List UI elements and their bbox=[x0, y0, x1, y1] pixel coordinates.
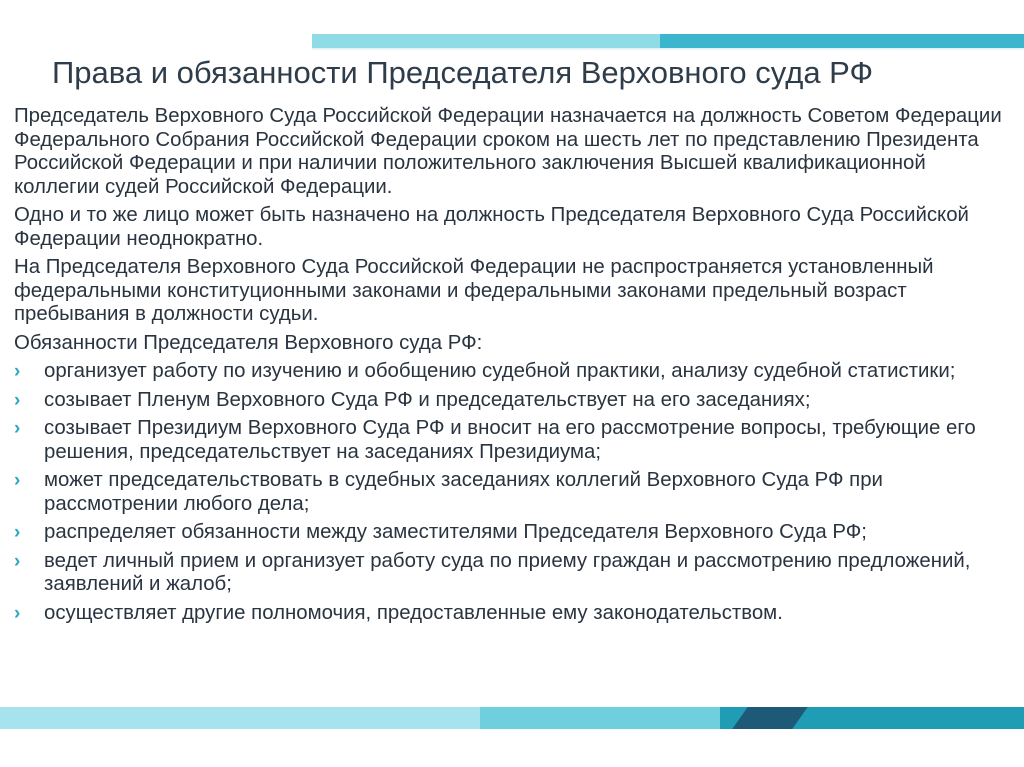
chevron-right-icon: › bbox=[14, 389, 21, 411]
top-accent-shadow bbox=[312, 48, 1024, 51]
list-item-text: осуществляет другие полномочия, предоставленные ему законодательством. bbox=[44, 601, 783, 624]
chevron-right-icon: › bbox=[14, 602, 21, 624]
slide-title: Права и обязанности Председателя Верховного суда РФ bbox=[52, 55, 874, 90]
slide-body bbox=[14, 105, 1010, 630]
list-item bbox=[14, 602, 1010, 626]
top-accent-band-light bbox=[312, 34, 672, 48]
chevron-right-icon: › bbox=[14, 550, 21, 572]
list-item bbox=[14, 360, 1010, 384]
list-item-text: ведет личный прием и организует работу суда по приему граждан и рассмотрению предложений, заявлений и жалоб; bbox=[44, 549, 971, 595]
bottom-accent-band-light bbox=[0, 707, 560, 729]
list-item bbox=[14, 389, 1010, 413]
list-item bbox=[14, 521, 1010, 545]
chevron-right-icon: › bbox=[14, 470, 21, 491]
top-accent-band-dark bbox=[660, 34, 1024, 48]
chevron-right-icon: › bbox=[14, 418, 21, 439]
list-item-text: может председательствовать в судебных заседаниях коллегий Верховного Суда РФ при рассмотрении любого дела; bbox=[44, 469, 883, 515]
chevron-right-icon: › bbox=[14, 361, 21, 382]
list-item bbox=[14, 417, 1010, 464]
bottom-accent-band-mid bbox=[480, 707, 740, 729]
list-item-text: распределяет обязанности между заместителями Председателя Верховного Суда РФ; bbox=[44, 521, 867, 543]
list-item-text: организует работу по изучению и обобщению судебной практики, анализу судебной статистики; bbox=[44, 360, 956, 382]
duties-list bbox=[14, 360, 1010, 625]
list-item bbox=[14, 550, 1010, 597]
list-item-text: созывает Президиум Верховного Суда РФ и вносит на его рассмотрение вопросы, требующие его решения, председательствует на заседаниях Президиума; bbox=[44, 417, 976, 463]
duties-heading: Обязанности Председателя Верховного суда РФ: bbox=[14, 331, 483, 354]
paragraph-reappointment: Одно и то же лицо может быть назначено на должность Председателя Верховного Суда Российской Федерации неоднократно. bbox=[14, 204, 969, 250]
paragraph-age-limit: На Председателя Верховного Суда Российской Федерации не распространяется установленный федеральными конституционными законами и федеральными законами предельный возраст пребывания в должности судьи. bbox=[14, 256, 934, 325]
chevron-right-icon: › bbox=[14, 522, 21, 543]
paragraph-appointment: Председатель Верховного Суда Российской Федерации назначается на должность Советом Федерации Федерального Собрания Российской Федерации сроком на шесть лет по представлению Президента Российской Федерации и при наличии положительного заключения Высшей квалификационной коллегии судей Российской Федерации. bbox=[14, 105, 1002, 198]
list-item-text: созывает Пленум Верховного Суда РФ и председательствует на его заседаниях; bbox=[44, 388, 811, 411]
list-item bbox=[14, 469, 1010, 516]
